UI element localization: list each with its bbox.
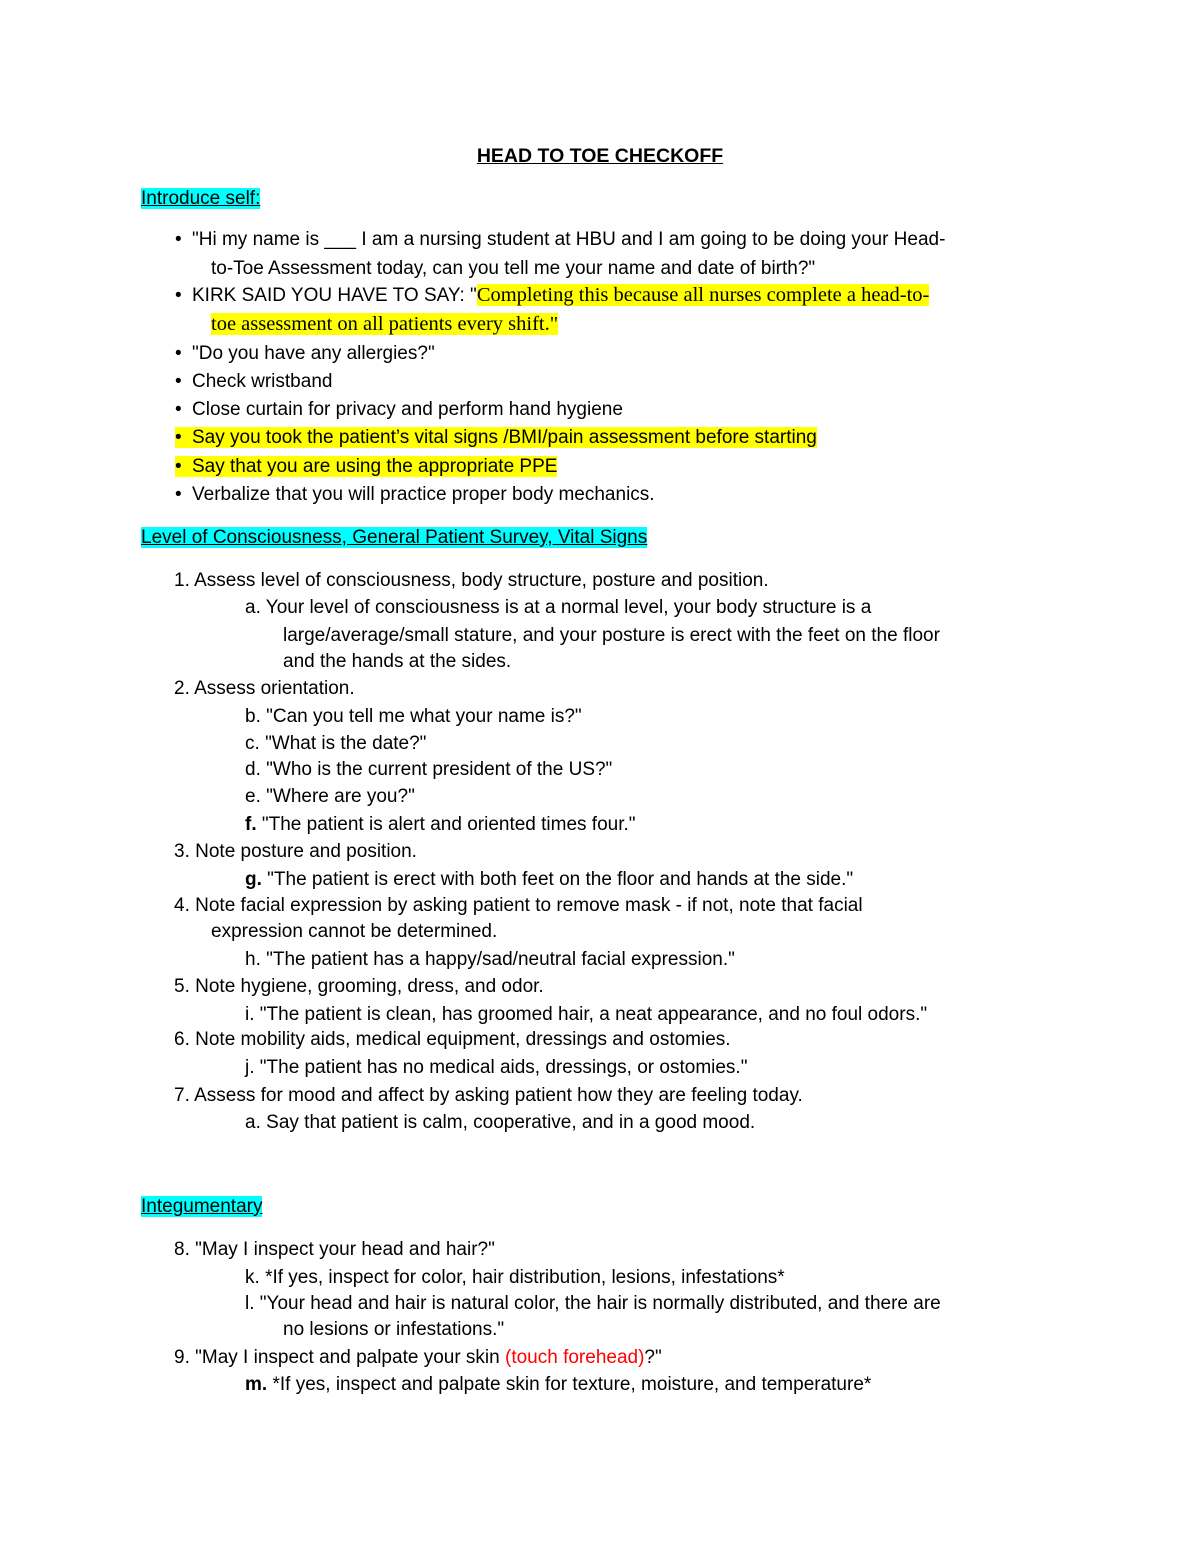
list-item bbox=[245, 757, 612, 783]
bullet-icon: • bbox=[175, 427, 182, 448]
item-letter: h. bbox=[245, 949, 261, 970]
item-text: "May I inspect your head and hair?" bbox=[195, 1239, 495, 1260]
highlighted-text: Say you took the patient’s vital signs /BMI/pain assessment before starting bbox=[192, 427, 817, 448]
item-letter: g. bbox=[245, 869, 262, 890]
list-item bbox=[174, 1027, 731, 1053]
item-text: "The patient is erect with both feet on the floor and hands at the side." bbox=[267, 869, 854, 890]
bullet-text: "Do you have any allergies?" bbox=[192, 343, 435, 364]
bullet-text: KIRK SAID YOU HAVE TO SAY: " bbox=[192, 285, 477, 306]
item-letter: j. bbox=[245, 1057, 255, 1078]
item-letter: a. bbox=[245, 597, 261, 618]
item-text: Note facial expression by asking patient to remove mask - if not, note that facial bbox=[195, 895, 863, 916]
item-letter: e. bbox=[245, 786, 261, 807]
list-item bbox=[175, 482, 655, 508]
bullet-icon: • bbox=[175, 229, 182, 250]
list-item bbox=[245, 1265, 785, 1291]
item-text: Note posture and position. bbox=[195, 841, 417, 862]
list-item bbox=[175, 454, 557, 480]
item-text: Assess for mood and affect by asking patient how they are feeling today. bbox=[194, 1085, 803, 1106]
list-item bbox=[175, 397, 623, 423]
item-letter: c. bbox=[245, 733, 260, 754]
item-number: 2. bbox=[174, 678, 190, 699]
item-number: 6. bbox=[174, 1029, 190, 1050]
item-text: *If yes, inspect for color, hair distribution, lesions, infestations* bbox=[265, 1267, 785, 1288]
item-text-continued: no lesions or infestations." bbox=[283, 1319, 505, 1340]
item-text: "What is the date?" bbox=[265, 733, 427, 754]
item-letter: k. bbox=[245, 1267, 260, 1288]
item-letter: m. bbox=[245, 1374, 268, 1395]
document-title: HEAD TO TOE CHECKOFF bbox=[476, 145, 724, 167]
section-heading-loc bbox=[141, 525, 647, 551]
item-text: "Who is the current president of the US?" bbox=[266, 759, 613, 780]
item-number: 9. bbox=[174, 1347, 190, 1368]
item-text-end: ?" bbox=[644, 1347, 662, 1368]
bullet-text: Check wristband bbox=[192, 371, 333, 392]
item-text: "May I inspect and palpate your skin bbox=[195, 1347, 505, 1368]
item-text: Your level of consciousness is at a normal level, your body structure is a bbox=[265, 597, 872, 618]
bullet-icon: • bbox=[175, 399, 182, 420]
item-number: 7. bbox=[174, 1085, 190, 1106]
item-text-continued: and the hands at the sides. bbox=[283, 651, 512, 672]
bullet-icon: • bbox=[175, 343, 182, 364]
list-item bbox=[245, 704, 582, 730]
item-number: 4. bbox=[174, 895, 190, 916]
item-number: 3. bbox=[174, 841, 190, 862]
list-item bbox=[174, 568, 769, 594]
list-item bbox=[174, 676, 355, 702]
item-number: 8. bbox=[174, 1239, 190, 1260]
list-item bbox=[245, 812, 636, 838]
item-number: 1. bbox=[174, 570, 190, 591]
item-text: Note mobility aids, medical equipment, dressings and ostomies. bbox=[195, 1029, 731, 1050]
bullet-text-continued bbox=[211, 311, 558, 338]
heading-highlight: Level of Consciousness, General Patient Survey, Vital Signs bbox=[141, 527, 648, 548]
list-item bbox=[174, 893, 863, 919]
section-heading-introduce bbox=[141, 186, 260, 212]
bullet-text: "Hi my name is ___ I am a nursing student at HBU and I am going to be doing your Head- bbox=[192, 229, 946, 250]
heading-highlight: Integumentary bbox=[141, 1196, 263, 1217]
item-letter: l. bbox=[245, 1293, 255, 1314]
list-item bbox=[175, 369, 332, 395]
item-letter: b. bbox=[245, 706, 261, 727]
item-text: "Where are you?" bbox=[266, 786, 415, 807]
item-text: "Your head and hair is natural color, the hair is normally distributed, and there are bbox=[259, 1293, 941, 1314]
item-text: *If yes, inspect and palpate skin for texture, moisture, and temperature* bbox=[272, 1374, 872, 1395]
item-text-continued: expression cannot be determined. bbox=[211, 921, 498, 942]
list-item bbox=[245, 1110, 755, 1136]
list-item bbox=[245, 1291, 941, 1317]
list-item bbox=[174, 1237, 495, 1263]
item-text: "Can you tell me what your name is?" bbox=[266, 706, 582, 727]
heading-highlight: Introduce self: bbox=[141, 188, 261, 209]
list-item bbox=[245, 947, 735, 973]
list-item bbox=[245, 1055, 747, 1081]
list-item bbox=[175, 425, 817, 451]
item-text: Assess level of consciousness, body structure, posture and position. bbox=[194, 570, 769, 591]
highlighted-text: toe assessment on all patients every shift." bbox=[211, 313, 559, 335]
item-text: Assess orientation. bbox=[194, 678, 355, 699]
red-note: (touch forehead) bbox=[505, 1347, 645, 1368]
list-item bbox=[174, 839, 417, 865]
list-item bbox=[245, 595, 871, 621]
item-text: Note hygiene, grooming, dress, and odor. bbox=[195, 976, 544, 997]
list-item bbox=[245, 1002, 927, 1028]
bullet-text-continued: to-Toe Assessment today, can you tell me your name and date of birth?" bbox=[211, 258, 816, 279]
item-text: "The patient is clean, has groomed hair, a neat appearance, and no foul odors." bbox=[259, 1004, 928, 1025]
item-text: "The patient has a happy/sad/neutral facial expression." bbox=[266, 949, 735, 970]
item-letter: a. bbox=[245, 1112, 261, 1133]
item-number: 5. bbox=[174, 976, 190, 997]
item-letter: f. bbox=[245, 814, 257, 835]
bullet-icon: • bbox=[175, 371, 182, 392]
list-item bbox=[245, 1372, 871, 1398]
list-item bbox=[175, 282, 929, 309]
highlighted-text: Say that you are using the appropriate PPE bbox=[192, 456, 558, 477]
item-text: "The patient is alert and oriented times four." bbox=[261, 814, 636, 835]
bullet-text: Verbalize that you will practice proper body mechanics. bbox=[192, 484, 655, 505]
bullet-icon: • bbox=[175, 484, 182, 505]
list-item bbox=[175, 341, 435, 367]
list-item bbox=[245, 867, 853, 893]
list-item bbox=[245, 784, 415, 810]
bullet-icon: • bbox=[175, 456, 182, 477]
bullet-icon: • bbox=[175, 285, 182, 306]
item-letter: d. bbox=[245, 759, 261, 780]
bullet-text: Close curtain for privacy and perform hand hygiene bbox=[192, 399, 623, 420]
list-item bbox=[175, 227, 945, 253]
list-item bbox=[174, 1345, 662, 1371]
list-item bbox=[174, 974, 544, 1000]
item-text: "The patient has no medical aids, dressings, or ostomies." bbox=[259, 1057, 748, 1078]
item-text-continued: large/average/small stature, and your posture is erect with the feet on the floor bbox=[283, 625, 940, 646]
highlighted-text: Completing this because all nurses complete a head-to- bbox=[476, 284, 930, 306]
item-text: Say that patient is calm, cooperative, and in a good mood. bbox=[266, 1112, 756, 1133]
item-letter: i. bbox=[245, 1004, 255, 1025]
list-item bbox=[174, 1083, 803, 1109]
section-heading-integumentary bbox=[141, 1194, 262, 1220]
list-item bbox=[245, 731, 426, 757]
